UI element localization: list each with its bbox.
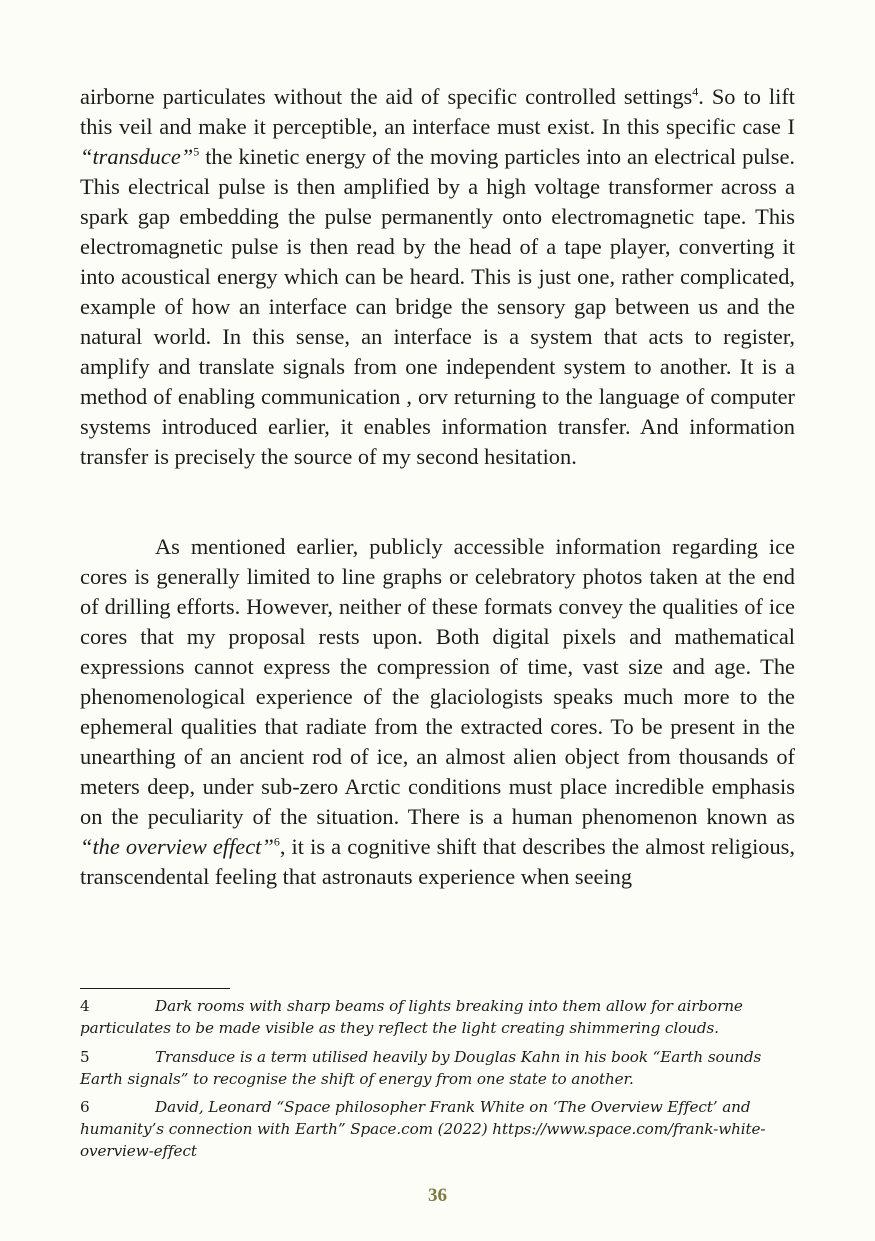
footnote-text: Dark rooms with sharp beams of lights breaking into them allow for airborne particulates to be made visible as they reflect the light creating shimmering clouds. [80,997,743,1037]
footnote-ref-6[interactable]: 6 [273,834,280,849]
para1-emphasis-transduce: “transduce” [80,144,194,169]
footnote-number: 4 [80,997,90,1015]
footnote-separator [80,988,230,989]
para1-text-2: . So to lift this veil and make it perceptible, an interface must exist. In this specific case I [80,84,795,139]
footnote-number: 5 [80,1048,90,1066]
para2-text-2: , it is a cognitive shift that describes the almost religious, transcendental feeling that astronauts experience when seeing [80,834,795,889]
footnote-6 [80,1096,795,1162]
para2-text-1: As mentioned earlier, publicly accessible information regarding ice cores is generally limited to line graphs or celebratory photos taken at the end of drilling efforts. However, neither of these formats convey the qualities of ice cores that my proposal rests upon. Both digital pixels and mathematical expressions cannot express the compression of time, vast size and age. The phenomenological experience of the glaciologists speaks much more to the ephemeral qualities that radiate from the extracted cores. To be present in the unearthing of an ancient rod of ice, an almost alien object from thousands of meters deep, under sub-zero Arctic conditions must place incredible emphasis on the peculiarity of the situation. There is a human phenomenon known as [80,534,795,829]
para1-text-3: the kinetic energy of the moving particles into an electrical pulse. This electrical pulse is then amplified by a high voltage transformer across a spark gap embedding the pulse permanently onto electromagnetic tape. This electromagnetic pulse is then read by the head of a tape player, converting it into acoustical energy which can be heard. This is just one, rather complicated, example of how an interface can bridge the sensory gap between us and the natural world. In this sense, an interface is a system that acts to register, amplify and translate signals from one independent system to another. It is a method of enabling communication , orv returning to the language of computer systems introduced earlier, it enables information transfer. And information transfer is precisely the source of my second hesitation. [80,144,795,469]
body-paragraph-1 [80,82,795,472]
footnote-text: David, Leonard “Space philosopher Frank White on ‘The Overview Effect’ and humanity’s connection with Earth” Space.com (2022) https://www.space.com/frank-white-overview-effect [80,1098,766,1160]
footnote-number: 6 [80,1098,90,1116]
para1-text-1: airborne particulates without the aid of specific controlled settings [80,84,693,109]
body-paragraph-2 [80,532,795,892]
para2-emphasis-overview-effect: “the overview effect” [80,834,274,859]
footnote-ref-4[interactable]: 4 [692,84,699,99]
footnote-text: Transduce is a term utilised heavily by Douglas Kahn in his book “Earth sounds Earth signals” to recognise the shift of energy from one state to another. [80,1048,762,1088]
footnote-4 [80,995,795,1039]
page-number: 36 [428,1185,447,1206]
footnote-5 [80,1046,795,1090]
footnote-ref-5[interactable]: 5 [193,144,200,159]
